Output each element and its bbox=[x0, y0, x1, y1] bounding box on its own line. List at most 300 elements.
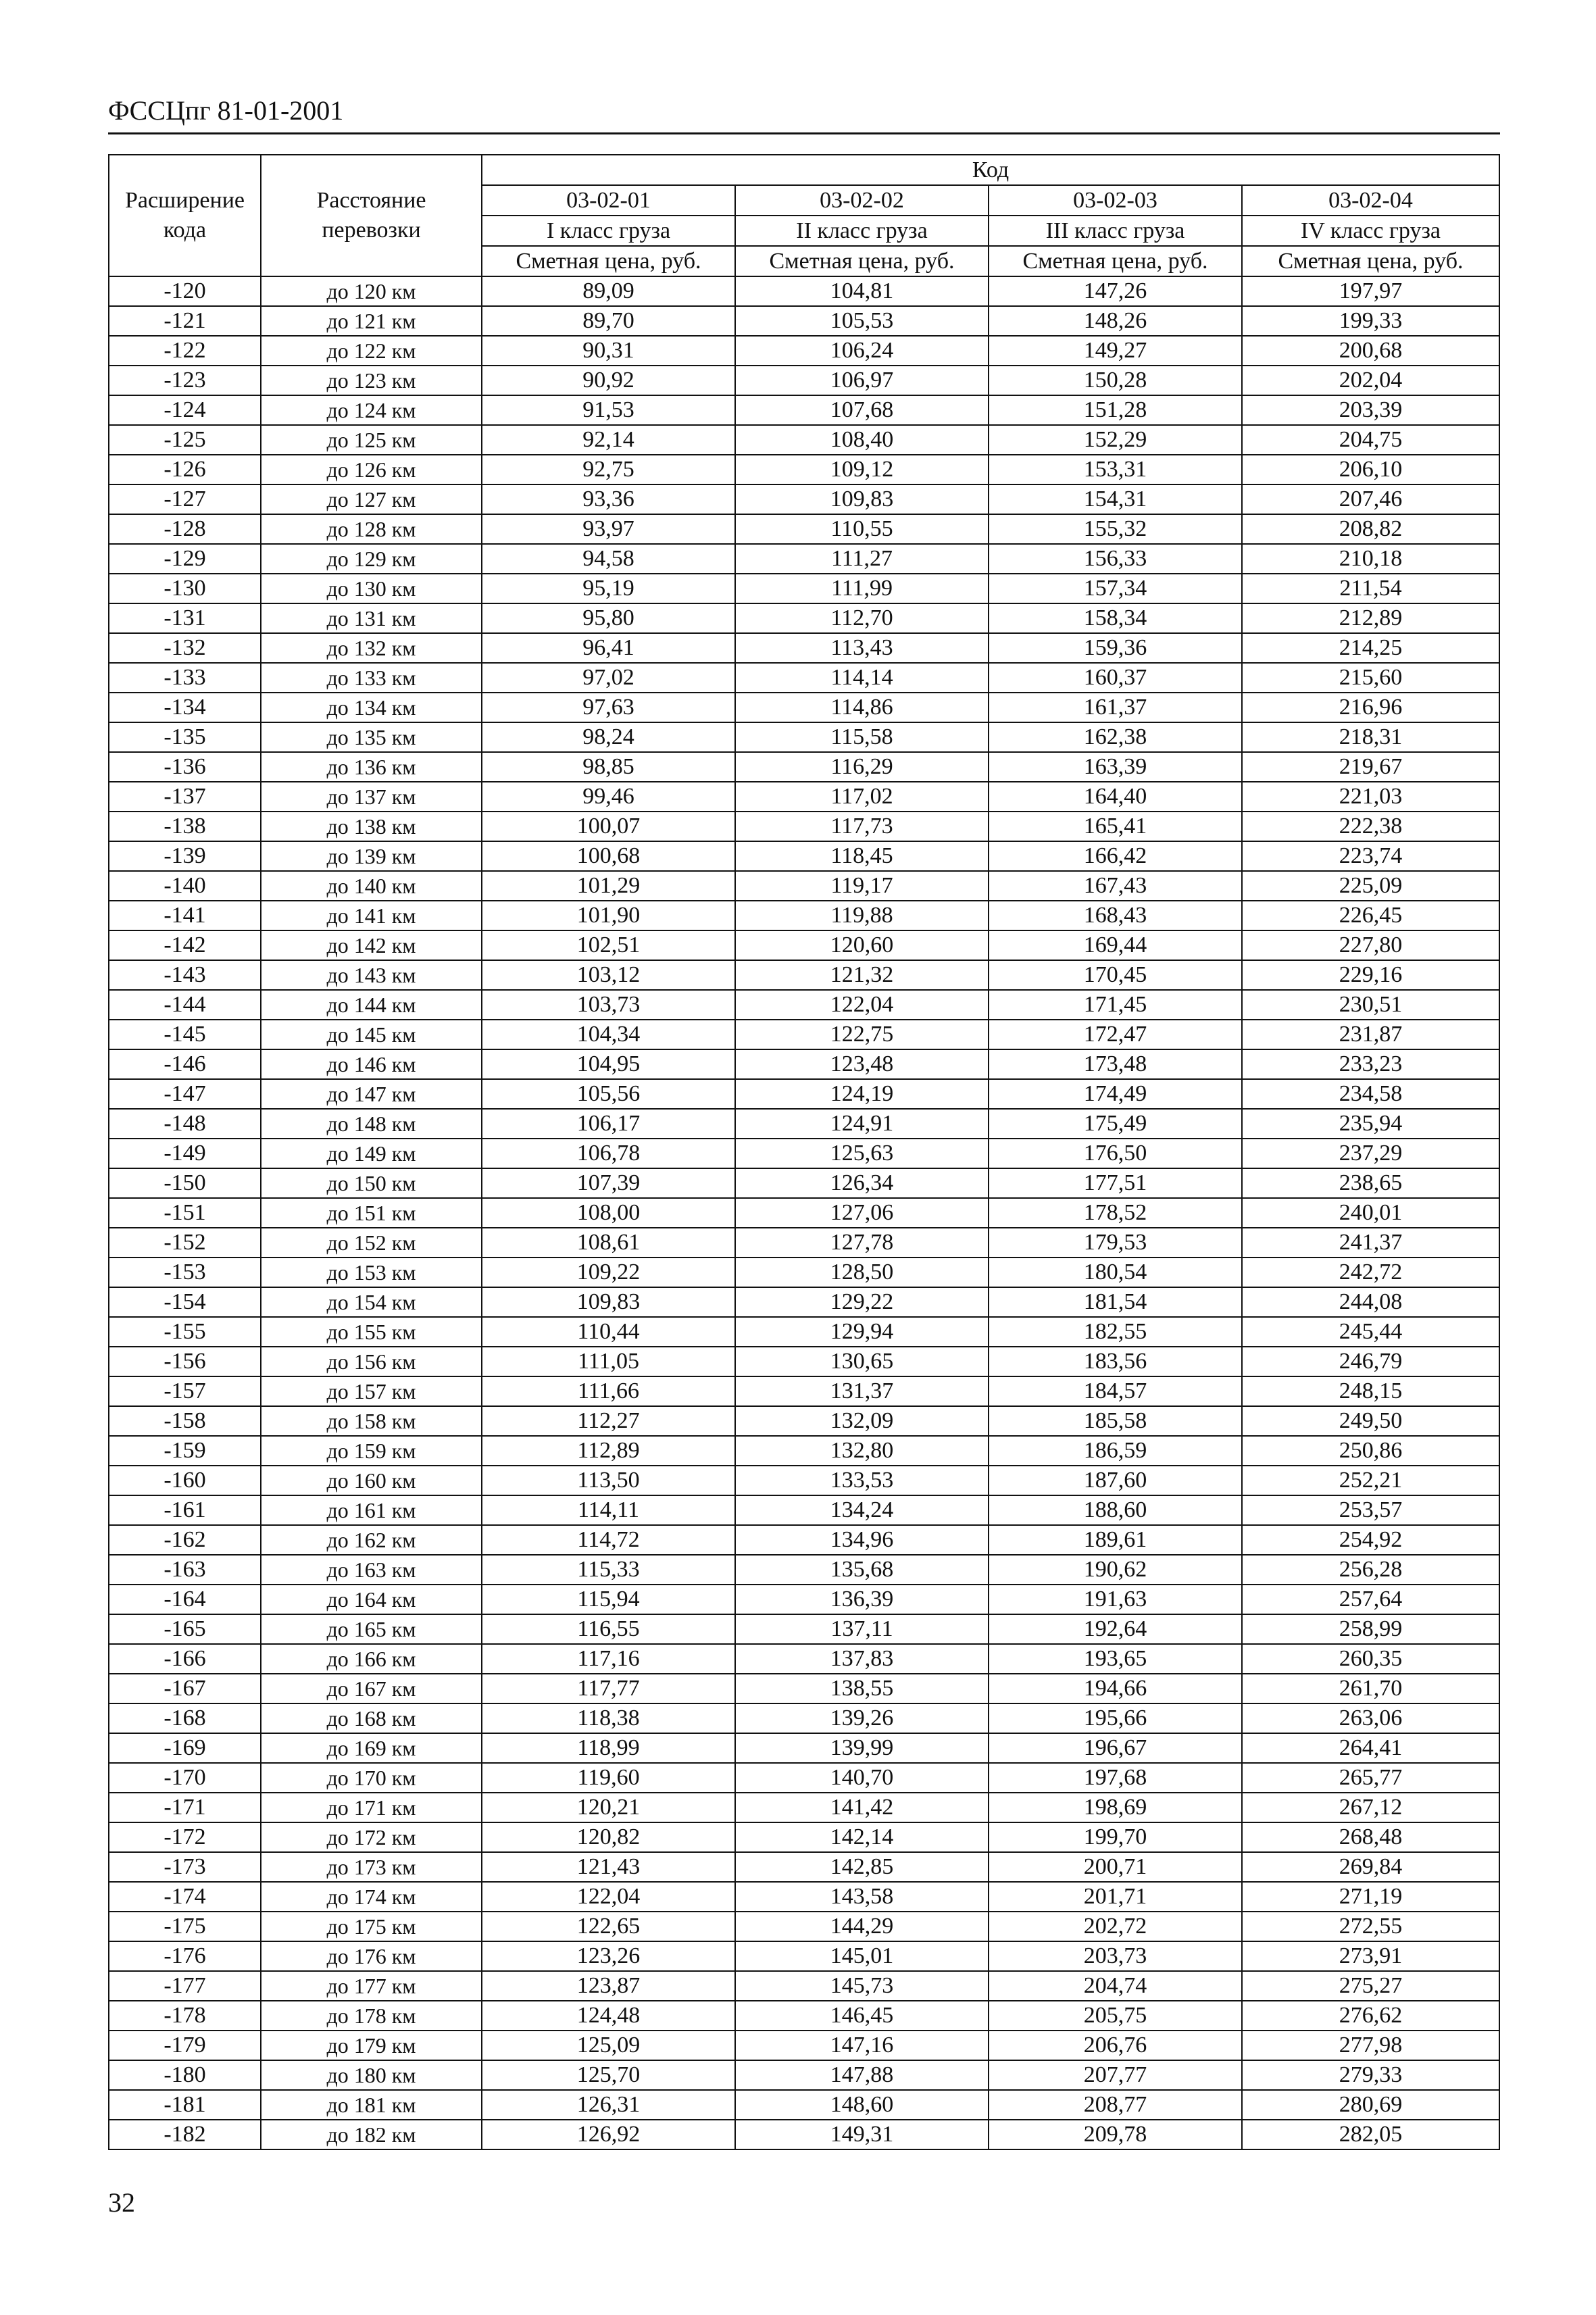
price-class-3-cell: 181,54 bbox=[989, 1287, 1242, 1317]
price-class-1-cell: 97,63 bbox=[482, 693, 735, 722]
price-class-2-cell: 145,01 bbox=[735, 1941, 989, 1971]
code-extension-cell: -140 bbox=[109, 871, 261, 901]
distance-cell: до 121 км bbox=[261, 306, 482, 336]
distance-cell: до 157 км bbox=[261, 1376, 482, 1406]
price-class-4-cell: 280,69 bbox=[1242, 2090, 1499, 2120]
price-class-2-cell: 125,63 bbox=[735, 1139, 989, 1168]
price-class-2-cell: 104,81 bbox=[735, 276, 989, 306]
price-class-1-cell: 115,94 bbox=[482, 1585, 735, 1614]
price-class-3-cell: 184,57 bbox=[989, 1376, 1242, 1406]
price-class-4-cell: 202,04 bbox=[1242, 366, 1499, 395]
price-class-1-cell: 101,29 bbox=[482, 871, 735, 901]
price-class-3-cell: 155,32 bbox=[989, 514, 1242, 544]
price-class-3-cell: 200,71 bbox=[989, 1852, 1242, 1882]
col-header-code: 03-02-03 bbox=[989, 185, 1242, 216]
price-class-1-cell: 117,77 bbox=[482, 1674, 735, 1703]
code-extension-cell: -131 bbox=[109, 603, 261, 633]
code-extension-cell: -138 bbox=[109, 812, 261, 841]
table-row bbox=[109, 1971, 1499, 2001]
price-class-1-cell: 97,02 bbox=[482, 663, 735, 693]
distance-cell: до 152 км bbox=[261, 1228, 482, 1258]
price-class-3-cell: 207,77 bbox=[989, 2060, 1242, 2090]
distance-cell: до 166 км bbox=[261, 1644, 482, 1674]
price-class-4-cell: 254,92 bbox=[1242, 1525, 1499, 1555]
distance-cell: до 137 км bbox=[261, 782, 482, 812]
table-row bbox=[109, 1287, 1499, 1317]
price-class-2-cell: 112,70 bbox=[735, 603, 989, 633]
price-class-3-cell: 194,66 bbox=[989, 1674, 1242, 1703]
table-row bbox=[109, 722, 1499, 752]
distance-cell: до 120 км bbox=[261, 276, 482, 306]
price-class-1-cell: 118,99 bbox=[482, 1733, 735, 1763]
code-extension-cell: -163 bbox=[109, 1555, 261, 1585]
price-class-4-cell: 210,18 bbox=[1242, 544, 1499, 574]
distance-cell: до 131 км bbox=[261, 603, 482, 633]
price-class-2-cell: 106,24 bbox=[735, 336, 989, 366]
distance-cell: до 181 км bbox=[261, 2090, 482, 2120]
price-class-1-cell: 93,97 bbox=[482, 514, 735, 544]
table-row bbox=[109, 544, 1499, 574]
price-class-3-cell: 163,39 bbox=[989, 752, 1242, 782]
distance-cell: до 159 км bbox=[261, 1436, 482, 1466]
code-extension-cell: -177 bbox=[109, 1971, 261, 2001]
code-extension-cell: -147 bbox=[109, 1079, 261, 1109]
price-class-2-cell: 142,85 bbox=[735, 1852, 989, 1882]
table-row bbox=[109, 663, 1499, 693]
price-class-3-cell: 190,62 bbox=[989, 1555, 1242, 1585]
price-class-4-cell: 226,45 bbox=[1242, 901, 1499, 930]
table-row bbox=[109, 1674, 1499, 1703]
table-row bbox=[109, 574, 1499, 603]
table-row bbox=[109, 1436, 1499, 1466]
code-extension-cell: -164 bbox=[109, 1585, 261, 1614]
col-header-extension-line1: Расширение bbox=[124, 188, 245, 213]
distance-cell: до 130 км bbox=[261, 574, 482, 603]
price-class-2-cell: 132,80 bbox=[735, 1436, 989, 1466]
table-row bbox=[109, 1139, 1499, 1168]
col-header-code: 03-02-02 bbox=[735, 185, 989, 216]
distance-cell: до 128 км bbox=[261, 514, 482, 544]
price-class-4-cell: 211,54 bbox=[1242, 574, 1499, 603]
price-class-1-cell: 104,95 bbox=[482, 1049, 735, 1079]
price-class-4-cell: 197,97 bbox=[1242, 276, 1499, 306]
distance-cell: до 146 км bbox=[261, 1049, 482, 1079]
price-class-2-cell: 111,27 bbox=[735, 544, 989, 574]
distance-cell: до 178 км bbox=[261, 2001, 482, 2031]
price-class-4-cell: 241,37 bbox=[1242, 1228, 1499, 1258]
table-row bbox=[109, 871, 1499, 901]
distance-cell: до 136 км bbox=[261, 752, 482, 782]
table-row bbox=[109, 841, 1499, 871]
col-header-price-label: Сметная цена, руб. bbox=[735, 246, 989, 276]
code-extension-cell: -180 bbox=[109, 2060, 261, 2090]
price-class-3-cell: 208,77 bbox=[989, 2090, 1242, 2120]
price-class-4-cell: 260,35 bbox=[1242, 1644, 1499, 1674]
price-class-4-cell: 263,06 bbox=[1242, 1703, 1499, 1733]
code-extension-cell: -120 bbox=[109, 276, 261, 306]
price-class-2-cell: 123,48 bbox=[735, 1049, 989, 1079]
price-class-4-cell: 282,05 bbox=[1242, 2120, 1499, 2149]
price-class-2-cell: 109,83 bbox=[735, 484, 989, 514]
code-extension-cell: -158 bbox=[109, 1406, 261, 1436]
distance-cell: до 129 км bbox=[261, 544, 482, 574]
distance-cell: до 180 км bbox=[261, 2060, 482, 2090]
price-class-3-cell: 162,38 bbox=[989, 722, 1242, 752]
price-class-4-cell: 199,33 bbox=[1242, 306, 1499, 336]
code-extension-cell: -176 bbox=[109, 1941, 261, 1971]
price-class-3-cell: 183,56 bbox=[989, 1347, 1242, 1376]
price-class-1-cell: 100,07 bbox=[482, 812, 735, 841]
distance-cell: до 167 км bbox=[261, 1674, 482, 1703]
table-row bbox=[109, 484, 1499, 514]
price-class-1-cell: 108,00 bbox=[482, 1198, 735, 1228]
table-row bbox=[109, 1198, 1499, 1228]
price-class-3-cell: 199,70 bbox=[989, 1822, 1242, 1852]
table-row bbox=[109, 1168, 1499, 1198]
price-class-1-cell: 114,72 bbox=[482, 1525, 735, 1555]
price-class-2-cell: 147,88 bbox=[735, 2060, 989, 2090]
price-class-1-cell: 123,87 bbox=[482, 1971, 735, 2001]
distance-cell: до 162 км bbox=[261, 1525, 482, 1555]
price-class-2-cell: 110,55 bbox=[735, 514, 989, 544]
price-class-2-cell: 113,43 bbox=[735, 633, 989, 663]
price-class-3-cell: 175,49 bbox=[989, 1109, 1242, 1139]
distance-cell: до 172 км bbox=[261, 1822, 482, 1852]
price-class-2-cell: 128,50 bbox=[735, 1258, 989, 1287]
code-extension-cell: -168 bbox=[109, 1703, 261, 1733]
price-class-2-cell: 142,14 bbox=[735, 1822, 989, 1852]
price-class-1-cell: 126,31 bbox=[482, 2090, 735, 2120]
col-header-code-group: Код bbox=[482, 155, 1499, 185]
table-row bbox=[109, 276, 1499, 306]
price-class-4-cell: 252,21 bbox=[1242, 1466, 1499, 1495]
distance-cell: до 134 км bbox=[261, 693, 482, 722]
col-header-code: 03-02-04 bbox=[1242, 185, 1499, 216]
price-class-1-cell: 122,04 bbox=[482, 1882, 735, 1912]
price-class-2-cell: 134,24 bbox=[735, 1495, 989, 1525]
distance-cell: до 154 км bbox=[261, 1287, 482, 1317]
table-body bbox=[109, 276, 1499, 2149]
price-class-4-cell: 258,99 bbox=[1242, 1614, 1499, 1644]
price-class-4-cell: 273,91 bbox=[1242, 1941, 1499, 1971]
code-extension-cell: -130 bbox=[109, 574, 261, 603]
price-class-4-cell: 235,94 bbox=[1242, 1109, 1499, 1139]
price-class-2-cell: 105,53 bbox=[735, 306, 989, 336]
price-class-1-cell: 125,70 bbox=[482, 2060, 735, 2090]
distance-cell: до 147 км bbox=[261, 1079, 482, 1109]
price-class-4-cell: 206,10 bbox=[1242, 455, 1499, 484]
price-class-1-cell: 95,80 bbox=[482, 603, 735, 633]
price-class-1-cell: 116,55 bbox=[482, 1614, 735, 1644]
distance-cell: до 139 км bbox=[261, 841, 482, 871]
price-class-1-cell: 90,31 bbox=[482, 336, 735, 366]
price-class-4-cell: 261,70 bbox=[1242, 1674, 1499, 1703]
table-row bbox=[109, 960, 1499, 990]
distance-cell: до 153 км bbox=[261, 1258, 482, 1287]
price-class-3-cell: 204,74 bbox=[989, 1971, 1242, 2001]
code-extension-cell: -125 bbox=[109, 425, 261, 455]
distance-cell: до 127 км bbox=[261, 484, 482, 514]
price-class-2-cell: 108,40 bbox=[735, 425, 989, 455]
distance-cell: до 145 км bbox=[261, 1020, 482, 1049]
distance-cell: до 138 км bbox=[261, 812, 482, 841]
price-class-2-cell: 144,29 bbox=[735, 1912, 989, 1941]
code-extension-cell: -173 bbox=[109, 1852, 261, 1882]
price-class-2-cell: 133,53 bbox=[735, 1466, 989, 1495]
price-class-1-cell: 124,48 bbox=[482, 2001, 735, 2031]
code-extension-cell: -155 bbox=[109, 1317, 261, 1347]
price-class-2-cell: 124,91 bbox=[735, 1109, 989, 1139]
code-extension-cell: -175 bbox=[109, 1912, 261, 1941]
code-extension-cell: -126 bbox=[109, 455, 261, 484]
price-class-3-cell: 164,40 bbox=[989, 782, 1242, 812]
price-class-3-cell: 195,66 bbox=[989, 1703, 1242, 1733]
table-row bbox=[109, 2120, 1499, 2149]
price-class-4-cell: 222,38 bbox=[1242, 812, 1499, 841]
price-class-1-cell: 101,90 bbox=[482, 901, 735, 930]
table-row bbox=[109, 1049, 1499, 1079]
price-class-1-cell: 115,33 bbox=[482, 1555, 735, 1585]
price-class-2-cell: 117,73 bbox=[735, 812, 989, 841]
col-header-cargo-class: IV класс груза bbox=[1242, 216, 1499, 246]
table-row bbox=[109, 603, 1499, 633]
price-class-1-cell: 95,19 bbox=[482, 574, 735, 603]
distance-cell: до 123 км bbox=[261, 366, 482, 395]
price-class-3-cell: 197,68 bbox=[989, 1763, 1242, 1793]
price-class-3-cell: 160,37 bbox=[989, 663, 1242, 693]
price-class-3-cell: 177,51 bbox=[989, 1168, 1242, 1198]
price-class-3-cell: 193,65 bbox=[989, 1644, 1242, 1674]
price-class-2-cell: 122,04 bbox=[735, 990, 989, 1020]
price-class-4-cell: 268,48 bbox=[1242, 1822, 1499, 1852]
price-class-2-cell: 122,75 bbox=[735, 1020, 989, 1049]
price-class-1-cell: 121,43 bbox=[482, 1852, 735, 1882]
price-class-2-cell: 141,42 bbox=[735, 1793, 989, 1822]
price-class-2-cell: 146,45 bbox=[735, 2001, 989, 2031]
distance-cell: до 135 км bbox=[261, 722, 482, 752]
price-class-1-cell: 104,34 bbox=[482, 1020, 735, 1049]
price-class-1-cell: 111,66 bbox=[482, 1376, 735, 1406]
price-class-3-cell: 153,31 bbox=[989, 455, 1242, 484]
code-extension-cell: -166 bbox=[109, 1644, 261, 1674]
price-class-4-cell: 276,62 bbox=[1242, 2001, 1499, 2031]
table-row bbox=[109, 1258, 1499, 1287]
price-class-1-cell: 100,68 bbox=[482, 841, 735, 871]
price-class-2-cell: 147,16 bbox=[735, 2031, 989, 2060]
price-class-2-cell: 124,19 bbox=[735, 1079, 989, 1109]
code-extension-cell: -143 bbox=[109, 960, 261, 990]
price-class-2-cell: 139,99 bbox=[735, 1733, 989, 1763]
code-extension-cell: -179 bbox=[109, 2031, 261, 2060]
code-extension-cell: -136 bbox=[109, 752, 261, 782]
price-class-1-cell: 92,75 bbox=[482, 455, 735, 484]
price-class-1-cell: 91,53 bbox=[482, 395, 735, 425]
distance-cell: до 179 км bbox=[261, 2031, 482, 2060]
distance-cell: до 124 км bbox=[261, 395, 482, 425]
price-class-2-cell: 107,68 bbox=[735, 395, 989, 425]
price-class-3-cell: 159,36 bbox=[989, 633, 1242, 663]
price-class-2-cell: 126,34 bbox=[735, 1168, 989, 1198]
price-class-4-cell: 225,09 bbox=[1242, 871, 1499, 901]
price-class-2-cell: 116,29 bbox=[735, 752, 989, 782]
table-row bbox=[109, 514, 1499, 544]
table-row bbox=[109, 2031, 1499, 2060]
price-class-4-cell: 257,64 bbox=[1242, 1585, 1499, 1614]
price-class-2-cell: 148,60 bbox=[735, 2090, 989, 2120]
distance-cell: до 169 км bbox=[261, 1733, 482, 1763]
price-class-1-cell: 89,70 bbox=[482, 306, 735, 336]
price-class-3-cell: 152,29 bbox=[989, 425, 1242, 455]
price-class-3-cell: 178,52 bbox=[989, 1198, 1242, 1228]
price-class-3-cell: 170,45 bbox=[989, 960, 1242, 990]
code-extension-cell: -148 bbox=[109, 1109, 261, 1139]
code-extension-cell: -160 bbox=[109, 1466, 261, 1495]
price-class-1-cell: 122,65 bbox=[482, 1912, 735, 1941]
price-class-4-cell: 271,19 bbox=[1242, 1882, 1499, 1912]
price-class-3-cell: 188,60 bbox=[989, 1495, 1242, 1525]
code-extension-cell: -151 bbox=[109, 1198, 261, 1228]
price-class-2-cell: 131,37 bbox=[735, 1376, 989, 1406]
col-header-cargo-class: III класс груза bbox=[989, 216, 1242, 246]
price-class-4-cell: 250,86 bbox=[1242, 1436, 1499, 1466]
price-class-1-cell: 106,78 bbox=[482, 1139, 735, 1168]
price-class-1-cell: 92,14 bbox=[482, 425, 735, 455]
price-class-4-cell: 240,01 bbox=[1242, 1198, 1499, 1228]
price-class-1-cell: 111,05 bbox=[482, 1347, 735, 1376]
col-header-distance bbox=[261, 155, 482, 276]
price-class-4-cell: 207,46 bbox=[1242, 484, 1499, 514]
col-header-cargo-class: II класс груза bbox=[735, 216, 989, 246]
price-class-3-cell: 192,64 bbox=[989, 1614, 1242, 1644]
distance-cell: до 141 км bbox=[261, 901, 482, 930]
price-class-4-cell: 215,60 bbox=[1242, 663, 1499, 693]
price-class-2-cell: 118,45 bbox=[735, 841, 989, 871]
distance-cell: до 182 км bbox=[261, 2120, 482, 2149]
price-class-4-cell: 267,12 bbox=[1242, 1793, 1499, 1822]
code-extension-cell: -135 bbox=[109, 722, 261, 752]
price-class-3-cell: 149,27 bbox=[989, 336, 1242, 366]
price-class-4-cell: 272,55 bbox=[1242, 1912, 1499, 1941]
code-extension-cell: -144 bbox=[109, 990, 261, 1020]
table-row bbox=[109, 1020, 1499, 1049]
distance-cell: до 168 км bbox=[261, 1703, 482, 1733]
price-class-3-cell: 171,45 bbox=[989, 990, 1242, 1020]
table-row bbox=[109, 752, 1499, 782]
table-row bbox=[109, 1317, 1499, 1347]
price-class-4-cell: 223,74 bbox=[1242, 841, 1499, 871]
price-class-4-cell: 245,44 bbox=[1242, 1317, 1499, 1347]
distance-cell: до 151 км bbox=[261, 1198, 482, 1228]
price-class-1-cell: 117,16 bbox=[482, 1644, 735, 1674]
price-class-3-cell: 173,48 bbox=[989, 1049, 1242, 1079]
price-class-2-cell: 111,99 bbox=[735, 574, 989, 603]
price-class-4-cell: 246,79 bbox=[1242, 1347, 1499, 1376]
price-class-3-cell: 203,73 bbox=[989, 1941, 1242, 1971]
table-row bbox=[109, 395, 1499, 425]
table-row bbox=[109, 1079, 1499, 1109]
price-class-1-cell: 103,12 bbox=[482, 960, 735, 990]
price-class-4-cell: 203,39 bbox=[1242, 395, 1499, 425]
distance-cell: до 171 км bbox=[261, 1793, 482, 1822]
distance-cell: до 156 км bbox=[261, 1347, 482, 1376]
price-class-3-cell: 151,28 bbox=[989, 395, 1242, 425]
price-class-4-cell: 214,25 bbox=[1242, 633, 1499, 663]
code-extension-cell: -123 bbox=[109, 366, 261, 395]
price-class-4-cell: 253,57 bbox=[1242, 1495, 1499, 1525]
table-row bbox=[109, 306, 1499, 336]
price-class-2-cell: 138,55 bbox=[735, 1674, 989, 1703]
distance-cell: до 132 км bbox=[261, 633, 482, 663]
code-extension-cell: -156 bbox=[109, 1347, 261, 1376]
table-row bbox=[109, 1525, 1499, 1555]
price-class-4-cell: 231,87 bbox=[1242, 1020, 1499, 1049]
code-extension-cell: -121 bbox=[109, 306, 261, 336]
price-class-1-cell: 126,92 bbox=[482, 2120, 735, 2149]
col-header-price-label: Сметная цена, руб. bbox=[482, 246, 735, 276]
price-class-4-cell: 233,23 bbox=[1242, 1049, 1499, 1079]
price-class-2-cell: 129,22 bbox=[735, 1287, 989, 1317]
distance-cell: до 125 км bbox=[261, 425, 482, 455]
col-header-extension bbox=[109, 155, 261, 276]
price-class-1-cell: 102,51 bbox=[482, 930, 735, 960]
price-class-4-cell: 212,89 bbox=[1242, 603, 1499, 633]
table-row bbox=[109, 1793, 1499, 1822]
price-class-1-cell: 109,22 bbox=[482, 1258, 735, 1287]
price-class-2-cell: 115,58 bbox=[735, 722, 989, 752]
price-class-3-cell: 202,72 bbox=[989, 1912, 1242, 1941]
code-extension-cell: -152 bbox=[109, 1228, 261, 1258]
price-class-2-cell: 130,65 bbox=[735, 1347, 989, 1376]
price-class-2-cell: 129,94 bbox=[735, 1317, 989, 1347]
code-extension-cell: -129 bbox=[109, 544, 261, 574]
code-extension-cell: -182 bbox=[109, 2120, 261, 2149]
table-row bbox=[109, 1109, 1499, 1139]
price-class-3-cell: 174,49 bbox=[989, 1079, 1242, 1109]
distance-cell: до 143 км bbox=[261, 960, 482, 990]
price-class-4-cell: 265,77 bbox=[1242, 1763, 1499, 1793]
price-class-1-cell: 110,44 bbox=[482, 1317, 735, 1347]
price-class-1-cell: 120,21 bbox=[482, 1793, 735, 1822]
price-class-3-cell: 172,47 bbox=[989, 1020, 1242, 1049]
code-extension-cell: -154 bbox=[109, 1287, 261, 1317]
price-class-1-cell: 90,92 bbox=[482, 366, 735, 395]
price-class-2-cell: 109,12 bbox=[735, 455, 989, 484]
price-class-4-cell: 227,80 bbox=[1242, 930, 1499, 960]
table-head bbox=[109, 155, 1499, 276]
price-class-2-cell: 117,02 bbox=[735, 782, 989, 812]
distance-cell: до 163 км bbox=[261, 1555, 482, 1585]
table-row bbox=[109, 336, 1499, 366]
code-extension-cell: -149 bbox=[109, 1139, 261, 1168]
price-class-3-cell: 165,41 bbox=[989, 812, 1242, 841]
table-row bbox=[109, 1763, 1499, 1793]
price-class-1-cell: 103,73 bbox=[482, 990, 735, 1020]
price-class-3-cell: 196,67 bbox=[989, 1733, 1242, 1763]
price-class-2-cell: 120,60 bbox=[735, 930, 989, 960]
code-extension-cell: -146 bbox=[109, 1049, 261, 1079]
price-class-4-cell: 242,72 bbox=[1242, 1258, 1499, 1287]
price-class-3-cell: 206,76 bbox=[989, 2031, 1242, 2060]
price-class-4-cell: 208,82 bbox=[1242, 514, 1499, 544]
table-row bbox=[109, 2060, 1499, 2090]
price-class-3-cell: 168,43 bbox=[989, 901, 1242, 930]
code-extension-cell: -141 bbox=[109, 901, 261, 930]
price-class-1-cell: 107,39 bbox=[482, 1168, 735, 1198]
price-class-1-cell: 99,46 bbox=[482, 782, 735, 812]
distance-cell: до 160 км bbox=[261, 1466, 482, 1495]
price-class-1-cell: 93,36 bbox=[482, 484, 735, 514]
page-number: 32 bbox=[108, 2187, 135, 2218]
